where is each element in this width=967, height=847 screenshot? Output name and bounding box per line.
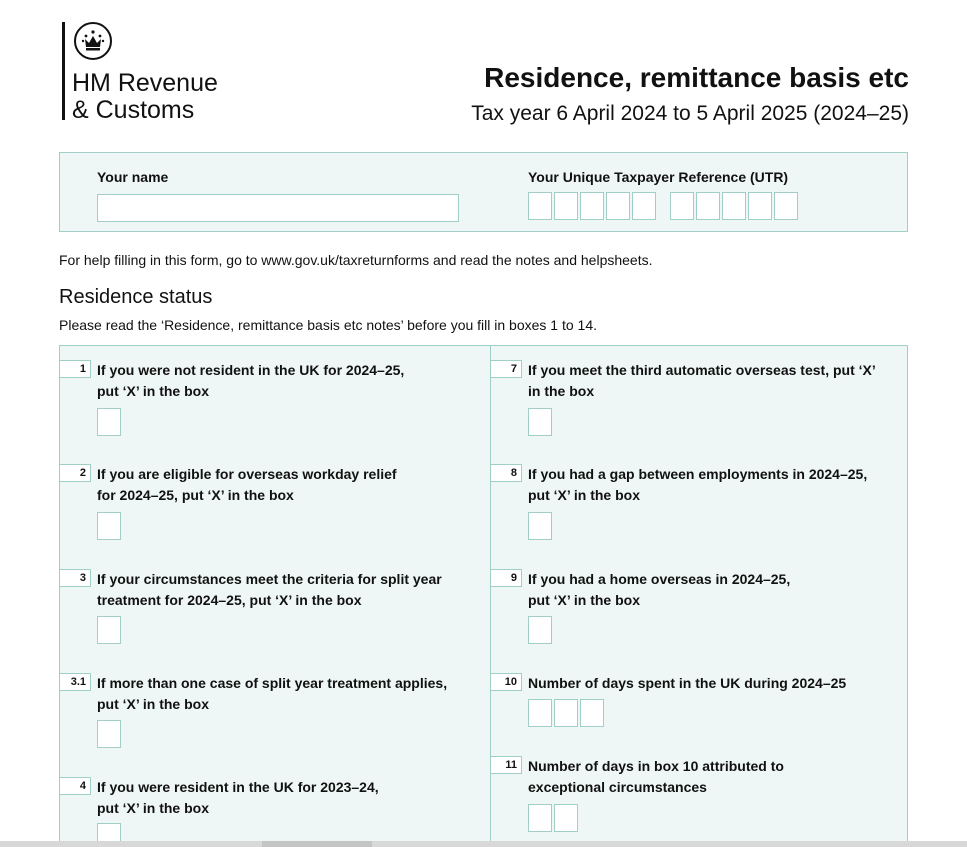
utr-cell[interactable] — [580, 192, 604, 220]
question-line: If you were not resident in the UK for 2024–25, — [97, 362, 405, 378]
question-line: for 2024–25, put ‘X’ in the box — [97, 487, 294, 503]
question-number: 11 — [490, 756, 522, 774]
question-line: in the box — [528, 383, 595, 399]
question-line: put ‘X’ in the box — [97, 696, 209, 712]
exceptional-days-field[interactable] — [528, 804, 580, 832]
days-in-uk-field[interactable] — [528, 699, 606, 727]
question-text — [97, 569, 442, 611]
question-line: If you had a home overseas in 2024–25, — [528, 571, 791, 587]
utr-cell[interactable] — [670, 192, 694, 220]
utr-label: Your Unique Taxpayer Reference (UTR) — [528, 169, 789, 185]
question-text — [528, 756, 784, 798]
scrollbar-track[interactable] — [0, 841, 967, 847]
question-line: put ‘X’ in the box — [97, 383, 209, 399]
question-text — [97, 673, 447, 715]
question-line: treatment for 2024–25, put ‘X’ in the box — [97, 592, 362, 608]
scrollbar-thumb[interactable] — [262, 841, 372, 847]
utr-cell[interactable] — [696, 192, 720, 220]
question-text — [528, 360, 876, 402]
checkbox-3[interactable] — [97, 616, 121, 644]
question-text — [97, 777, 379, 819]
checkbox-9[interactable] — [528, 616, 552, 644]
question-line: put ‘X’ in the box — [528, 592, 640, 608]
question-line: exceptional circumstances — [528, 779, 707, 795]
utr-cell[interactable] — [774, 192, 798, 220]
question-number: 8 — [490, 464, 522, 482]
question-text — [97, 360, 404, 402]
question-line: If you were resident in the UK for 2023–24, — [97, 779, 379, 795]
utr-cell[interactable] — [722, 192, 746, 220]
utr-cell[interactable] — [606, 192, 630, 220]
question-number: 2 — [59, 464, 91, 482]
section-note: Please read the ‘Residence, remittance basis etc notes’ before you fill in boxes 1 to 14. — [59, 317, 598, 333]
help-text: For help filling in this form, go to www.gov.uk/taxreturnforms and read the notes and helpsheets. — [59, 252, 653, 268]
checkbox-7[interactable] — [528, 408, 552, 436]
checkbox-1[interactable] — [97, 408, 121, 436]
question-text — [528, 464, 867, 506]
form-title: Residence, remittance basis etc — [484, 62, 909, 93]
name-label: Your name — [97, 169, 169, 185]
question-line: If you had a gap between employments in 2024–25, — [528, 466, 868, 482]
question-text — [528, 673, 846, 694]
question-number: 3 — [59, 569, 91, 587]
day-digit-cell[interactable] — [528, 804, 552, 832]
day-digit-cell[interactable] — [554, 804, 578, 832]
utr-field[interactable] — [528, 192, 800, 220]
question-text — [528, 569, 790, 611]
utr-cell[interactable] — [632, 192, 656, 220]
utr-cell[interactable] — [748, 192, 772, 220]
question-line: Number of days spent in the UK during 2024–25 — [528, 675, 847, 691]
question-number: 1 — [59, 360, 91, 378]
question-number: 10 — [490, 673, 522, 691]
utr-cell[interactable] — [528, 192, 552, 220]
question-line: If your circumstances meet the criteria for split year — [97, 571, 442, 587]
question-text — [97, 464, 397, 506]
day-digit-cell[interactable] — [528, 699, 552, 727]
question-number: 4 — [59, 777, 91, 795]
logo-bar — [62, 22, 65, 120]
question-line: Number of days in box 10 attributed to — [528, 758, 784, 774]
question-line: put ‘X’ in the box — [528, 487, 640, 503]
checkbox-2[interactable] — [97, 512, 121, 540]
utr-cell[interactable] — [554, 192, 578, 220]
day-digit-cell[interactable] — [580, 699, 604, 727]
name-field[interactable] — [97, 194, 459, 222]
question-number: 3.1 — [59, 673, 91, 691]
org-name — [72, 70, 218, 124]
section-title: Residence status — [59, 286, 213, 308]
checkbox-8[interactable] — [528, 512, 552, 540]
question-line: put ‘X’ in the box — [97, 800, 209, 816]
question-line: If you meet the third automatic overseas test, put ‘X’ — [528, 362, 876, 378]
crown-icon — [74, 22, 112, 60]
question-line: If you are eligible for overseas workday relief — [97, 466, 397, 482]
question-line: If more than one case of split year treatment applies, — [97, 675, 448, 691]
question-number: 7 — [490, 360, 522, 378]
form-subtitle: Tax year 6 April 2024 to 5 April 2025 (2024–25) — [471, 102, 909, 125]
org-line1: HM Revenue — [72, 69, 218, 97]
day-digit-cell[interactable] — [554, 699, 578, 727]
checkbox-3-1[interactable] — [97, 720, 121, 748]
org-line2: & Customs — [72, 96, 195, 124]
question-number: 9 — [490, 569, 522, 587]
